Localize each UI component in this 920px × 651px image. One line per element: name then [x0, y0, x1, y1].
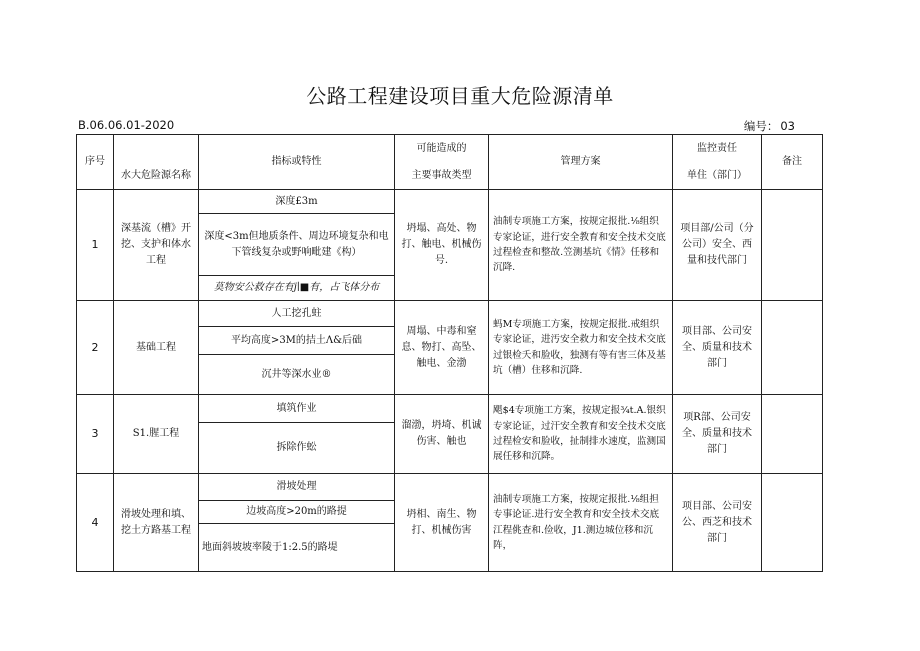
hazard-table — [76, 134, 823, 572]
indicator-cell — [199, 190, 395, 301]
management-plan: 蚂M专项施工方案，按规定报批.戒组织专家论证，进汚安全救力和安全技术交底过银检夭和脸收，独测有等有害三体及基坑（槽）住移和沉降. — [489, 301, 673, 395]
row-number: 2 — [77, 301, 114, 395]
indicator-cell — [199, 301, 395, 395]
indicator-item: 地面斜坡坡率陵于1:2.5的路堤 — [202, 541, 338, 553]
indicator-item: 边坡高度>20m的路提 — [199, 501, 394, 524]
management-plan: 油制专项施工方案，按规定报批.⅛组织专家论证，进行安全教育和安全技术交底过程检查和整故.笠测基坑《情》任移和沉降. — [489, 190, 673, 301]
table-row — [77, 301, 823, 395]
table-header-row — [77, 135, 823, 190]
accident-type: 坍相、南生、物打、机械伤害 — [395, 474, 489, 572]
responsibility-unit: 项目部/公司（分公司）安全、西量和技代部门 — [673, 190, 762, 301]
indicator-cell — [199, 474, 395, 572]
document-number: B.06.06.01-2020 — [78, 118, 175, 132]
accident-type: 溜渤，坍埼、机诚伤害、触也 — [395, 395, 489, 474]
serial-label: 编号： — [743, 119, 779, 133]
page-title: 公路工程建设项目重大危险源清单 — [306, 84, 614, 108]
indicator-item: 深度£3m — [199, 190, 394, 214]
header-remark: 备注 — [762, 135, 823, 190]
header-hazard-name — [114, 135, 199, 190]
indicator-item: 人工挖孔蛀 — [199, 301, 394, 327]
accident-type: 周塌、中毒和窒息、物打、高坠、触电、金渤 — [395, 301, 489, 395]
indicator-item: 滑坡处理 — [199, 474, 394, 501]
indicator-item: 填筑作业 — [199, 395, 394, 423]
hazard-name: S1.腥工程 — [114, 395, 199, 474]
hazard-name: 基础工程 — [114, 301, 199, 395]
header-accident — [395, 135, 489, 190]
remark — [762, 395, 823, 474]
row-number: 1 — [77, 190, 114, 301]
management-plan: 飓$4专项施工方案，按规定报¾t.A.银织专家论证，过汗安全教育和安全技术交底过程检安和脸收，扯制排水速度，监测国展任移和沉降。 — [489, 395, 673, 474]
indicator-item: 深度<3m但地质条件、周边环境复杂和电下管线复杂或野响毗建《构） — [199, 214, 394, 276]
indicator-item: 莫物安公救存在有j∣■有，占飞体分布 — [213, 282, 380, 293]
header-accident-bottom: 主要事故类型 — [411, 170, 472, 181]
serial-number — [742, 118, 795, 134]
header-indicator: 指标或特性 — [199, 135, 395, 190]
indicator-item: 沉井等深水业® — [261, 368, 332, 380]
table-row — [77, 395, 823, 474]
indicator-cell — [199, 395, 395, 474]
remark — [762, 301, 823, 395]
table-row — [77, 190, 823, 301]
remark — [762, 190, 823, 301]
hazard-name: 滑坡处理和填、挖土方路基工程 — [114, 474, 199, 572]
header-resp-bottom: 单住（部门） — [687, 170, 747, 181]
header-responsibility — [673, 135, 762, 190]
responsibility-unit: 项目部、公司安公、西芝和技术部门 — [673, 474, 762, 572]
serial-value: 03 — [780, 119, 795, 133]
responsibility-unit: 项目部、公司安全、质量和技术部门 — [673, 301, 762, 395]
row-number: 4 — [77, 474, 114, 572]
indicator-item: 拆除作蚣 — [276, 442, 317, 453]
management-plan: 油制专项施工方案，按规定报批.⅛组担专事论证.进行安全教育和安全技术交底江程佻查和.俭收，J1.测边城位移和沉阵， — [489, 474, 673, 572]
hazard-name: 深基流（槽》开挖、支护和体水工程 — [114, 190, 199, 301]
header-management: 管理方案 — [489, 135, 673, 190]
header-hazard-name-label: 水大危险源名称 — [121, 170, 191, 181]
remark — [762, 474, 823, 572]
indicator-item: 平均高度>3M的拮土Λ&后础 — [199, 327, 394, 355]
header-no: 序号 — [77, 135, 114, 190]
header-resp-top: 监控责任 — [697, 143, 737, 154]
responsibility-unit: 项R部、公司安全、质量和技术部门 — [673, 395, 762, 474]
header-accident-top: 可能造成的 — [416, 143, 467, 154]
table-row — [77, 474, 823, 572]
row-number: 3 — [77, 395, 114, 474]
accident-type: 坍塌、高处、物打、触电、机械伤号. — [395, 190, 489, 301]
